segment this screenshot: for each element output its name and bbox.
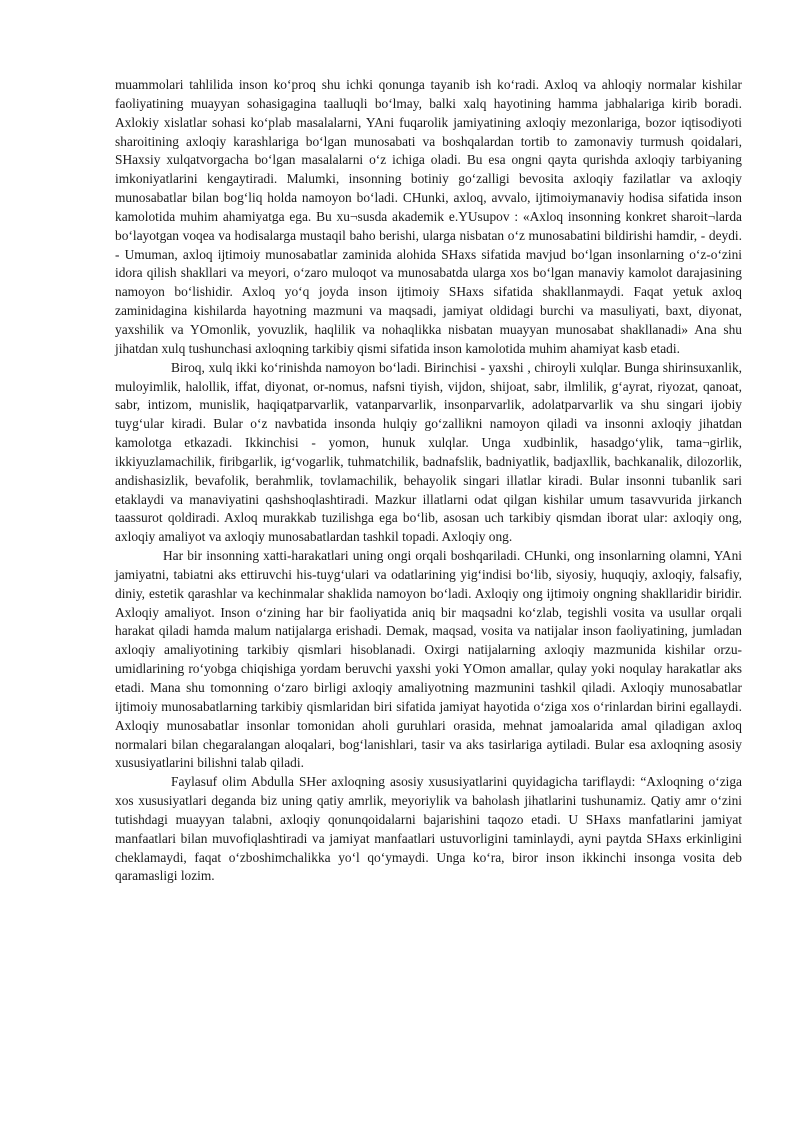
paragraph-2: Biroq, xulq ikki ko‘rinishda namoyon bo‘ladi. Birinchisi - yaxshi , chiroyli xulqlar. Bunga shirinsuxanlik, muloyimlik, halollik, iffat, diyonat, or-nomus, nafsni tiyish, vijdon, shijoat, sabr, ilmlilik, g‘ayrat, riyozat, qanoat, sabr, intizom, munislik, haqiqatparvarlik, vatanparvarlik, insonparvarlik, adolatparvarlik va shu singari ijobiy tuyg‘ular kiradi. Bular o‘z navbatida insonda hulqiy go‘zallikni namoyon qiladi va insonni axloqiy jihatdan kamolotga etkazadi. Ikkinchisi - yomon, hunuk xulqlar. Unga xudbinlik, hasadgo‘ylik, tama¬girlik, ikkiyuzlamachilik, firibgarlik, ig‘vogarlik, tuhmatchilik, badnafslik, badniyatlik, badjaxllik, bachkanalik, dilozorlik, andishasizlik, bevafolik, berahmlik, tovlamachilik, behayolik singari illatlar kiradi. Bular insonni tubanlik sari etaklaydi va manaviyatini qashshoqlashtiradi. Mazkur illatlarni odat qilgan kishilar umum tasavvurida jirkanch taassurot qoldiradi. Axloq murakkab tuzilishga ega bo‘lib, asosan uch tarkibiy qismdan iborat ular: axloqiy ong, axloqiy amaliyot va axloqiy munosabatlardan tashkil topadi. Axloqiy ong. [115,359,742,545]
document-page [115,76,742,886]
paragraph-1: muammolari tahlilida inson ko‘proq shu ichki qonunga tayanib ish ko‘radi. Axloq va ahloqiy normalar kishilar faoliyatining muayyan sohasigagina taalluqli bo‘lmay, balki xalq hayotining hamma jabhalariga kirib boradi. Axlokiy xislatlar sohasi ko‘plab masalalarni, YAni fuqarolik jamiyatining axloqiy mezonlariga, bozor iqtisodiyoti sharoitining axloqiy karashlariga bo‘lgan munosabati va boshqalardan tortib to zamonaviy turmush qoidalari, SHaxsiy xulqatvorgacha bo‘lgan masalalarni o‘z ichiga oladi. Bu esa ongni qayta qurishda axloqiy tarbiyaning imkoniyatlarini kengaytiradi. Malumki, insonning botiniy go‘zalligi bevosita axloqiy fazilatlar va axloqiy munosabatlar bilan bog‘liq holda namoyon bo‘ladi. CHunki, axloq, avvalo, ijtimoiymanaviy hodisa sifatida inson kamolotida muhim ahamiyatga ega. Bu xu¬susda akademik e.YUsupov : «Axloq insonning konkret sharoit¬larda bo‘layotgan voqea va hodisalarga mustaqil baho berishi, ularga nisbatan o‘z munosabatini bildirishi hamdir, - deydi. - Umuman, axloq ijtimoiy munosabatlar zaminida alohida SHaxs sifatida mavjud bo‘lgan insonlarning o‘z-o‘zini idora qilish shakllari va meyori, o‘zaro muloqot va munosabatda ularga xos bo‘lgan manaviy kamolot darajasining namoyon bo‘lishidir. Axloq yo‘q joyda inson ijtimoiy SHaxs sifatida shakllanmaydi. Faqat yetuk axloq zaminidagina kishilarda hayotning mazmuni va maqsadi, jamiyat oldidagi burchi va masuliyati, baxt, diyonat, yaxshilik va YOmonlik, yovuzlik, haqlilik va nohaqlikka nisbatan muayyan munosabat shakllanadi» Ana shu jihatdan xulq tushunchasi axloqning tarkibiy qismi sifatida inson kamolotida muhim ahamiyat kasb etadi. [115,77,742,356]
paragraph-3: Har bir insonning xatti-harakatlari uning ongi orqali boshqariladi. CHunki, ong insonlarning olamni, YAni jamiyatni, tabiatni aks ettiruvchi his-tuyg‘ulari va odatlarining yig‘indisi bo‘lib, siyosiy, huquqiy, axloqiy, falsafiy, diniy, estetik qarashlar va kechinmalar shaklida namoyon bo‘ladi. Axloqiy ong ijtimoiy ongning shakllaridir biridir. Axloqiy amaliyot. Inson o‘zining har bir faoliyatida aniq bir maqsadni ko‘zlab, tegishli vosita va usullar orqali harakat qiladi hamda malum natijalarga erishadi. Demak, maqsad, vosita va natijalar inson faoliyatining, jumladan axloqiy amaliyotining tarkibiy qismlari hisoblanadi. Oxirgi natijalarning axloqiy mazmunida kishilar orzu-umidlarining ro‘yobga chiqishiga yordam beruvchi yaxshi yoki YOmon amallar, qulay yoki noqulay harakatlar aks etadi. Mana shu tomonning o‘zaro birligi axloqiy amaliyotning mazmunini tashkil qiladi. Axloqiy munosabatlar ijtimoiy munosabatlarning tarkibiy qismlaridan biri sifatida jamiyat hayotida o‘ziga xos o‘rinlardan birini egallaydi. Axloqiy munosabatlar insonlar tomonidan aholi guruhlari orasida, mehnat jamoalarida amal qiladigan axloq normalari bilan chegaralangan aloqalari, bog‘lanishlari, tasir va aks tasirlariga aytiladi. Bular esa axloqning asosiy xususiyatlarini bilishni talab qiladi. [115,548,742,771]
paragraph-4: Faylasuf olim Abdulla SHer axloqning asosiy xususiyatlarini quyidagicha tariflaydi: “Axloqning o‘ziga xos xususiyatlari deganda biz uning qatiy amrlik, meyoriylik va baholash jihatlarini tushunamiz. Qatiy amr o‘zini tutishdagi muayyan talabni, axloqiy qonunqoidalarni bajarishini taqozo etadi. U SHaxs manfatlarini jamiyat manfaatlari bilan muvofiqlashtiradi va jamiyat manfaatlari ustuvorligini taminlaydi, ayni paytda SHaxs erkinligini cheklamaydi, faqat o‘zboshimchalikka yo‘l qo‘ymaydi. Unga ko‘ra, biror inson ikkinchi insonga vosita deb qaramasligi lozim. [115,774,742,884]
